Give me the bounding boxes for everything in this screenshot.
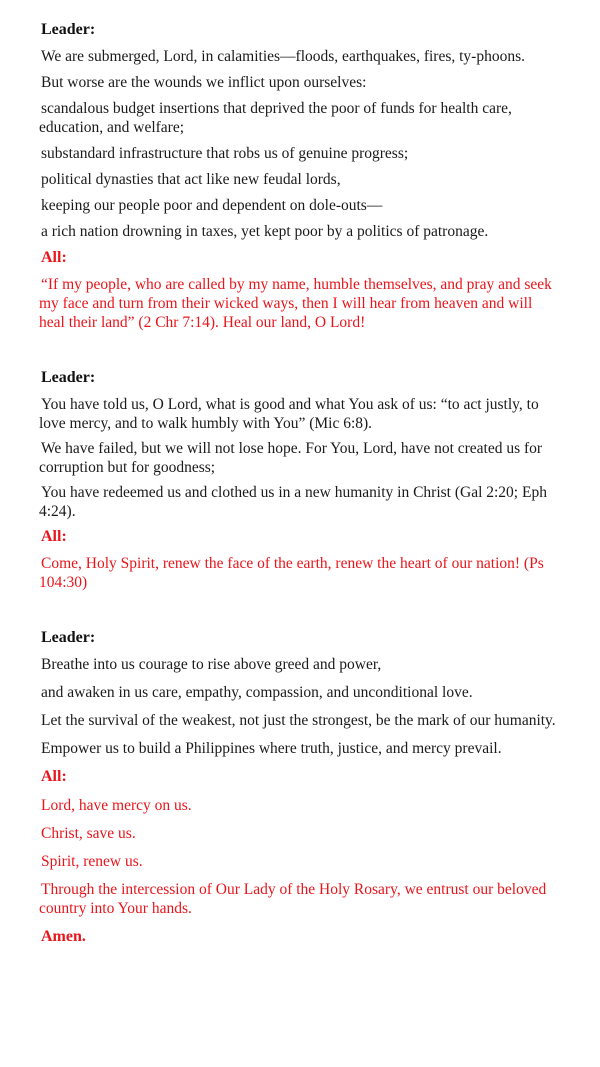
all-label: All:	[41, 249, 67, 266]
leader-line: You have told us, O Lord, what is good and what You ask of us: “to act justly, to love mercy, and to walk humbly with You” (Mic 6:8).	[39, 396, 539, 432]
all-label: All:	[41, 768, 67, 785]
prayer-section-3	[39, 628, 560, 947]
all-response: Come, Holy Spirit, renew the face of the earth, renew the heart of our nation! (Ps 104:30)	[39, 555, 544, 591]
leader-line: Empower us to build a Philippines where truth, justice, and mercy prevail.	[41, 740, 502, 757]
leader-line: scandalous budget insertions that deprived the poor of funds for health care, education, and welfare;	[39, 100, 512, 136]
all-response: Christ, save us.	[41, 825, 136, 842]
leader-line: a rich nation drowning in taxes, yet kept poor by a politics of patronage.	[41, 223, 489, 240]
all-label: All:	[41, 528, 67, 545]
leader-line: keeping our people poor and dependent on dole-outs—	[41, 197, 383, 214]
leader-line: and awaken in us care, empathy, compassion, and unconditional love.	[41, 684, 473, 701]
leader-line: political dynasties that act like new feudal lords,	[41, 171, 341, 188]
leader-line: We have failed, but we will not lose hope. For You, Lord, have not created us for corruption but for goodness;	[39, 440, 543, 476]
leader-label: Leader:	[41, 369, 96, 386]
leader-line: You have redeemed us and clothed us in a new humanity in Christ (Gal 2:20; Eph 4:24).	[39, 484, 547, 520]
leader-label: Leader:	[41, 629, 96, 646]
prayer-section-2	[39, 368, 560, 592]
leader-line: Let the survival of the weakest, not just the strongest, be the mark of our humanity.	[41, 712, 556, 729]
leader-label: Leader:	[41, 21, 96, 38]
all-response: Spirit, renew us.	[41, 853, 143, 870]
leader-line: substandard infrastructure that robs us of genuine progress;	[41, 145, 409, 162]
closing-amen: Amen.	[41, 928, 86, 945]
all-response: “If my people, who are called by my name, humble themselves, and pray and seek my face and turn from their wicked ways, then I will hear from heaven and will heal their land” (2 Chr 7:14). Heal our land, O Lord!	[39, 276, 552, 331]
leader-line: Breathe into us courage to rise above greed and power,	[41, 656, 382, 673]
all-response: Lord, have mercy on us.	[41, 797, 192, 814]
leader-line: We are submerged, Lord, in calamities—floods, earthquakes, fires, ty-phoons.	[41, 48, 525, 65]
prayer-section-1	[39, 20, 560, 332]
leader-line: But worse are the wounds we inflict upon ourselves:	[41, 74, 367, 91]
all-response: Through the intercession of Our Lady of the Holy Rosary, we entrust our beloved country into Your hands.	[39, 881, 547, 917]
